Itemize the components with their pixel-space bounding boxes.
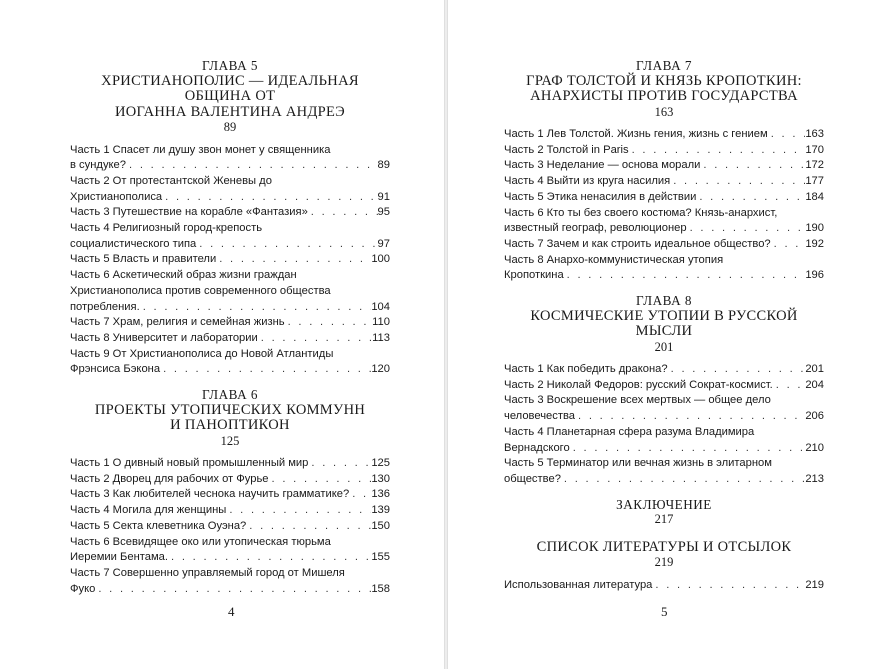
chapter-page-number: 163 [654, 104, 674, 119]
toc-entry-page: 136 [371, 488, 390, 501]
toc-entry[interactable] [504, 206, 824, 237]
chapter-label: ГЛАВА 5 [202, 58, 258, 73]
toc-entry[interactable] [504, 253, 824, 284]
toc-entry-line [70, 519, 390, 535]
toc-entry-line [504, 174, 824, 190]
toc-entry-page: 210 [805, 441, 824, 454]
toc-entry-page: 204 [805, 378, 824, 391]
dot-leader [140, 300, 372, 316]
bibliography-heading [504, 540, 824, 571]
dot-leader [687, 221, 806, 237]
toc-entries [504, 578, 824, 594]
toc-entry[interactable] [70, 252, 390, 268]
toc-entry-page: 89 [377, 159, 390, 172]
toc-entry-text: Часть 9 От Христианополиса до Новой Атлантиды [70, 347, 334, 360]
toc-entry-page: 155 [371, 551, 390, 564]
toc-entry-line [504, 221, 824, 237]
toc-entry-line [504, 268, 824, 284]
dot-leader [570, 441, 806, 457]
toc-entry[interactable] [504, 143, 824, 159]
toc-entry[interactable] [70, 535, 390, 566]
toc-entries [70, 143, 390, 379]
toc-entry[interactable] [70, 268, 390, 315]
dot-leader [246, 519, 371, 535]
conclusion-page-number: 217 [654, 512, 674, 527]
toc-entry-page: 219 [805, 578, 824, 591]
toc-entry-page: 201 [805, 363, 824, 376]
toc-entry-text: Кропоткина [504, 269, 564, 282]
toc-entry-page: 91 [377, 190, 390, 203]
toc-entry-line [504, 143, 824, 159]
conclusion-heading [504, 497, 824, 528]
toc-entry[interactable] [70, 174, 390, 205]
toc-entry-text: Часть 3 Путешествие на корабле «Фантазия» [70, 206, 308, 219]
dot-leader [349, 487, 371, 503]
toc-entry-page: 100 [371, 253, 390, 266]
toc-entry-line [70, 158, 390, 174]
dot-leader [269, 472, 372, 488]
dot-leader [160, 362, 371, 378]
toc-entries [70, 456, 390, 597]
toc-entry-page: 172 [805, 159, 824, 172]
toc-entries [504, 362, 824, 488]
dot-leader [216, 252, 371, 268]
toc-entry[interactable] [504, 158, 824, 174]
toc-entry-page: 125 [371, 457, 390, 470]
conclusion-title: ЗАКЛЮЧЕНИЕ [616, 496, 712, 512]
toc-entry-text: Часть 7 Храм, религия и семейная жизнь [70, 316, 285, 329]
toc-entry-page: 110 [372, 316, 390, 329]
toc-entry-text: Часть 6 Кто ты без своего костюма? Князь-анархист, [504, 206, 778, 219]
chapter-title-line: И ПАНОПТИКОН [170, 417, 290, 434]
dot-leader [771, 237, 806, 253]
dot-leader [670, 174, 805, 190]
toc-entry-line [504, 190, 824, 206]
toc-entry-text: Часть 1 Спасет ли душу звон монет у священника [70, 143, 331, 156]
toc-entry-line [504, 158, 824, 174]
toc-entry[interactable] [70, 456, 390, 472]
toc-entry-line [70, 331, 390, 347]
toc-entry[interactable] [70, 487, 390, 503]
toc-entry-page: 113 [372, 331, 390, 344]
toc-entry-line [504, 378, 824, 394]
toc-entry-text: Часть 6 Аскетический образ жизни граждан [70, 269, 297, 282]
toc-entry-text: Часть 4 Планетарная сфера разума Владимира [504, 425, 755, 438]
toc-entry-text: обществе? [504, 472, 561, 485]
dot-leader [768, 127, 806, 143]
chapter-title-line: ГРАФ ТОЛСТОЙ И КНЯЗЬ КРОПОТКИН: [526, 72, 802, 89]
toc-entry[interactable] [70, 347, 390, 378]
toc-entry[interactable] [70, 566, 390, 597]
toc-entry[interactable] [70, 205, 390, 221]
right-page [448, 0, 896, 669]
toc-entry-line [70, 503, 390, 519]
toc-entry-text: Часть 6 Всевидящее око или утопическая тюрьма [70, 535, 331, 548]
toc-entry-page: 120 [371, 363, 390, 376]
toc-entry-text: Часть 4 Религиозный город-крепость [70, 222, 263, 235]
chapter-8-heading [504, 293, 824, 355]
toc-entry-text: Христианополиса против современного общества [70, 284, 331, 297]
dot-leader [168, 550, 371, 566]
toc-entry-line [504, 441, 824, 457]
toc-entry[interactable] [70, 503, 390, 519]
toc-entry-line [504, 237, 824, 253]
toc-entry-line [70, 362, 390, 378]
toc-entry-page: 130 [371, 472, 390, 485]
dot-leader [564, 268, 806, 284]
toc-entry-text: Часть 2 От протестантской Женевы до [70, 174, 272, 187]
toc-entry-text: известный географ, революционер [504, 222, 687, 235]
toc-entry-text: Фрэнсиса Бэкона [70, 363, 161, 376]
toc-entry-text: человечества [504, 410, 576, 423]
chapter-label: ГЛАВА 6 [202, 387, 258, 403]
toc-entry[interactable] [504, 174, 824, 190]
toc-entry-text: потребления. [70, 300, 140, 313]
dot-leader [561, 472, 805, 488]
toc-entry-page: 170 [805, 143, 824, 156]
dot-leader [773, 378, 806, 394]
bibliography-title: СПИСОК ЛИТЕРАТУРЫ И ОТСЫЛОК [536, 538, 792, 555]
toc-entry-line [70, 487, 390, 503]
toc-entry[interactable] [504, 237, 824, 253]
toc-entry[interactable] [504, 190, 824, 206]
toc-entry-text: Часть 2 Николай Федоров: русский Сократ-космист. [504, 378, 773, 391]
toc-entry-line [70, 300, 390, 316]
toc-entry-text: Иеремии Бентама. [70, 551, 168, 564]
toc-entry[interactable] [70, 519, 390, 535]
toc-entry-line [70, 190, 390, 206]
dot-leader [258, 331, 372, 347]
toc-entry-page: 150 [371, 519, 390, 532]
chapter-label: ГЛАВА 8 [636, 293, 692, 309]
chapter-title-line: ХРИСТИАНОПОЛИС — ИДЕАЛЬНАЯ ОБЩИНА ОТ [101, 72, 359, 104]
toc-entry-text: Часть 2 Дворец для рабочих от Фурье [70, 472, 269, 485]
chapter-6-heading [70, 387, 390, 449]
toc-entry[interactable] [70, 472, 390, 488]
dot-leader [575, 409, 805, 425]
toc-entry-text: Часть 2 Толстой in Paris [504, 143, 629, 156]
bibliography-page-number: 219 [654, 555, 674, 570]
toc-entry-text: Христианополиса [70, 190, 163, 203]
dot-leader [696, 190, 805, 206]
toc-entry-line [70, 472, 390, 488]
toc-entry[interactable] [504, 378, 824, 394]
toc-entry-line [70, 205, 390, 221]
toc-entry-page: 213 [805, 472, 824, 485]
toc-entry-text: Часть 5 Секта клеветника Оуэна? [70, 519, 247, 532]
toc-entry-page: 104 [371, 300, 390, 313]
chapter-5-heading [70, 58, 390, 136]
toc-entry[interactable] [504, 425, 824, 456]
toc-entry[interactable] [504, 578, 824, 594]
chapter-label: ГЛАВА 7 [636, 58, 692, 73]
toc-entry-line [70, 550, 390, 566]
toc-entry-text: Часть 7 Совершенно управляемый город от Мишеля [70, 566, 345, 579]
toc-entry[interactable] [504, 456, 824, 487]
chapter-title-line: ПРОЕКТЫ УТОПИЧЕСКИХ КОММУНН [94, 401, 366, 418]
toc-entry[interactable] [504, 362, 824, 378]
right-column [504, 58, 824, 602]
left-column [70, 58, 390, 606]
toc-entry-text: Часть 3 Воскрешение всех мертвых — общее дело [504, 394, 771, 407]
toc-entry-text: Часть 3 Как любителей чеснока научить грамматике? [70, 488, 350, 501]
dot-leader [652, 578, 805, 594]
dot-leader [226, 503, 371, 519]
toc-entry-page: 192 [805, 237, 824, 250]
toc-entry-page: 206 [805, 410, 824, 423]
toc-entry-text: Вернадского [504, 441, 570, 454]
chapter-page-number: 125 [220, 433, 240, 448]
toc-entry-line [70, 252, 390, 268]
dot-leader [95, 582, 371, 598]
toc-entry-text: Часть 4 Могила для женщины [70, 504, 227, 517]
chapter-title-line: ИОГАННА ВАЛЕНТИНА АНДРЕЭ [114, 103, 346, 120]
dot-leader [668, 362, 806, 378]
page-number: 5 [661, 604, 668, 619]
toc-entry[interactable] [504, 127, 824, 143]
toc-entry-page: 177 [805, 175, 824, 188]
toc-entries [504, 127, 824, 284]
dot-leader [196, 237, 377, 253]
toc-entry-line [504, 472, 824, 488]
chapter-title-line: АНАРХИСТЫ ПРОТИВ ГОСУДАРСТВА [530, 88, 798, 104]
toc-entry-text: Часть 4 Выйти из круга насилия [504, 175, 671, 188]
toc-entry-text: Часть 7 Зачем и как строить идеальное общество? [504, 237, 771, 250]
chapter-page-number: 201 [654, 339, 674, 354]
toc-entry-line [70, 456, 390, 472]
dot-leader [285, 315, 373, 331]
toc-entry-text: Часть 5 Этика ненасилия в действии [504, 190, 697, 203]
toc-entry-line [504, 409, 824, 425]
chapter-title-line: КОСМИЧЕСКИЕ УТОПИИ В РУССКОЙ МЫСЛИ [530, 307, 798, 340]
toc-entry[interactable] [70, 143, 390, 174]
chapter-page-number: 89 [223, 120, 237, 134]
toc-entry-line [70, 237, 390, 253]
toc-entry-text: в сундуке? [70, 159, 127, 172]
toc-entry[interactable] [504, 393, 824, 424]
dot-leader [162, 190, 377, 206]
toc-entry-text: Часть 1 О дивный новый промышленный мир [70, 457, 309, 470]
toc-entry-page: 139 [371, 504, 390, 517]
dot-leader [700, 158, 805, 174]
toc-entry-text: Использованная литература [504, 578, 653, 591]
toc-entry-text: Часть 5 Терминатор или вечная жизнь в элитарном [504, 457, 772, 470]
toc-entry-text: Часть 8 Университет и лаборатории [70, 331, 258, 344]
toc-entry-text: Часть 3 Неделание — основа морали [504, 159, 701, 172]
toc-entry[interactable] [70, 331, 390, 347]
toc-entry-line [70, 582, 390, 598]
dot-leader [308, 456, 371, 472]
toc-entry-page: 163 [805, 128, 824, 140]
toc-entry-text: Часть 1 Лев Толстой. Жизнь гения, жизнь с гением [504, 128, 768, 140]
toc-entry-text: социалистического типа [70, 237, 197, 250]
chapter-7-heading [504, 58, 824, 120]
toc-entry-line [504, 578, 824, 594]
toc-entry-line [504, 362, 824, 378]
toc-entry-page: 184 [805, 190, 824, 203]
left-page [0, 0, 444, 669]
dot-leader [308, 205, 378, 221]
toc-entry-text: Часть 5 Власть и правители [70, 253, 217, 266]
dot-leader [126, 158, 378, 174]
toc-entry-text: Часть 8 Анархо-коммунистическая утопия [504, 253, 724, 266]
toc-entry-page: 196 [805, 269, 824, 282]
toc-entry-text: Фуко [70, 582, 96, 595]
page-number: 4 [228, 604, 235, 619]
dot-leader [629, 143, 806, 159]
toc-entry-page: 158 [371, 582, 390, 595]
toc-entry[interactable] [70, 221, 390, 252]
toc-entry-page: 97 [377, 237, 390, 250]
toc-entry-line [70, 315, 390, 331]
toc-entry-line [504, 127, 824, 143]
toc-entry[interactable] [70, 315, 390, 331]
toc-entry-page: 95 [377, 206, 390, 219]
toc-entry-page: 190 [805, 222, 824, 235]
toc-entry-text: Часть 1 Как победить дракона? [504, 363, 668, 376]
